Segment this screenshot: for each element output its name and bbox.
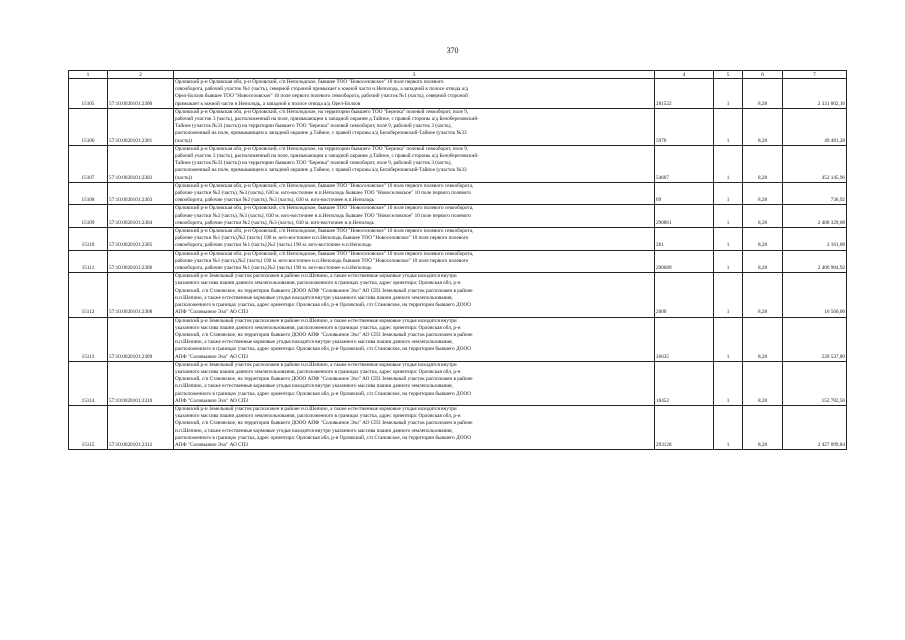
parcel-description — [174, 182, 655, 205]
description-line: указанного массива пашни данного землепользования, расположенного в границах участка, адрес ориентира: Орловская обл, р-н — [175, 280, 461, 287]
parcel-area: 2000 — [655, 273, 714, 317]
parcel-rate: 8,28 — [743, 250, 783, 273]
cadastral-number: 57:10:0020101:2305 — [108, 228, 174, 251]
parcel-area: 290861 — [655, 205, 714, 228]
description-line: Орловский, с/п Становское, на территории бывшего ДООО АПФ "Соловьиное Эхо" АО СПЗ Земельный участок расположен в районе — [175, 420, 473, 427]
parcel-rate: 8,28 — [743, 182, 783, 205]
description-line: Орловский р-н Орловская обл, р-н Орловский, с/п Неполодское, бывшее ТОО "Новоселовское" 10 поле первого полевого севооборота, — [175, 182, 474, 189]
cadastral-number: 57:10:0020101:2306 — [108, 250, 174, 273]
description-line: примыкает к южной части н.Неполодь, а западной к полосе отвода а/д Орел-Болхов — [175, 100, 361, 107]
table-row — [69, 317, 847, 361]
parcel-area: 261 — [655, 228, 714, 251]
description-line: Тайное (участок №33 (часть)) на территории бывшего ТОО "Березка" полевой севооборот, поле 9, рабочий участок 3 (часть), — [175, 160, 452, 167]
row-number: 15105 — [69, 79, 108, 109]
parcel-rate: 8,28 — [743, 145, 783, 182]
parcel-value: 2 331 002,16 — [783, 79, 847, 109]
description-line: рабочий участок 3 (часть), расположенный на поле, примыкающем к западной окраине д.Тайное, с правой стороны а/д Белоберезовский- — [175, 116, 479, 123]
parcel-description — [174, 79, 655, 109]
description-line: Тайное (участок №33 (часть)) на территории бывшего ТОО "Березка" полевой севооборот, поле 9, рабочий участок 3 (часть), — [175, 123, 452, 130]
column-header: 3 — [174, 71, 655, 79]
description-line: расположенного в границах участка, адрес ориентира: Орловская обл, р-н Орловский, с/п Становское, на территории бывшего ДООО — [175, 434, 471, 441]
parcel-count: 1 — [714, 228, 743, 251]
parcel-count: 1 — [714, 250, 743, 273]
parcel-value: 2 406 904,92 — [783, 250, 847, 273]
description-line: Орловский, с/п Становское, на территории бывшего ДООО АПФ "Соловьиное Эхо" АО СПЗ Земельный участок расположен в районе — [175, 331, 473, 338]
column-header: 2 — [108, 71, 174, 79]
parcel-area: 18452 — [655, 361, 714, 405]
parcel-area: 293128 — [655, 405, 714, 449]
description-line: севооборота, рабочие участки №2 (часть), №3 (часть), 630 м. юго-восточнее н.п.Неполодь — [175, 197, 375, 204]
description-line: севооборота, рабочий участок №1 (часть), северной стороной примыкает к южной части н.Неполодь, а западной к полосе отвода а/д — [175, 86, 469, 93]
parcel-rate: 8,28 — [743, 205, 783, 228]
parcel-count: 1 — [714, 405, 743, 449]
column-header: 7 — [783, 71, 847, 79]
description-line: (часть)) — [175, 137, 193, 144]
table-row — [69, 273, 847, 317]
cadastral-number: 57:10:0020101:2300 — [108, 79, 174, 109]
description-line: севооборота, рабочие участки №2 (часть), №3 (часть), 630 м. юго-восточнее н.п.Неполодь — [175, 219, 375, 226]
column-header: 6 — [743, 71, 783, 79]
table-row — [69, 405, 847, 449]
parcel-description — [174, 108, 655, 145]
parcel-value: 452 145,96 — [783, 145, 847, 182]
row-number: 15112 — [69, 273, 108, 317]
row-number: 15111 — [69, 250, 108, 273]
table-row — [69, 79, 847, 109]
description-line: расположенный на поле, примыкающем к западной окраине д.Тайное, с правой стороны а/д Белоберезовский-Тайное (участок №33 — [175, 130, 467, 137]
parcel-description — [174, 145, 655, 182]
cadastral-number: 57:10:0020101:2312 — [108, 405, 174, 449]
parcel-description — [174, 205, 655, 228]
table-row — [69, 205, 847, 228]
description-line: АПФ "Соловьиное Эхо" АО СПЗ — [175, 309, 248, 316]
parcel-count: 1 — [714, 108, 743, 145]
cadastral-number: 57:10:0020101:2308 — [108, 273, 174, 317]
parcel-area: 54607 — [655, 145, 714, 182]
description-line: Орловский р-н Орловская обл, р-н Орловский, с/п Неполодское, бывшее ТОО "Новоселовское" 10 поле первого полевого севооборота, — [175, 228, 474, 235]
description-line: расположенного в границах участка, адрес ориентира: Орловская обл, р-н Орловский, с/п Становское, на территории бывшего ДООО — [175, 346, 471, 353]
description-line: Орловский, с/п Становское, на территории бывшего ДООО АПФ "Соловьиное Эхо" АО СПЗ Земельный участок расположен в районе — [175, 287, 473, 294]
table-row — [69, 108, 847, 145]
description-line: (часть)) — [175, 174, 193, 181]
description-line: Орловский р-н Орловская обл, р-н Орловский, с/п Неполодское, бывшее ТОО "Новоселовское" 10 поле первого полевого севооборота, — [175, 250, 474, 257]
cadastral-number: 57:10:0020101:2310 — [108, 361, 174, 405]
row-number: 15114 — [69, 361, 108, 405]
description-line: н.п.Шепино, а также естественные кормовые угодья находятся внутри указанного массива пашни данного землепользования, — [175, 427, 453, 434]
parcel-count: 1 — [714, 273, 743, 317]
row-number: 15106 — [69, 108, 108, 145]
table-row — [69, 361, 847, 405]
cadastral-number: 57:10:0020101:2302 — [108, 145, 174, 182]
parcel-value: 2 161,08 — [783, 228, 847, 251]
parcel-area: 5976 — [655, 108, 714, 145]
parcel-area: 89 — [655, 182, 714, 205]
parcel-description — [174, 405, 655, 449]
parcel-value: 2 427 099,84 — [783, 405, 847, 449]
description-line: Орловский р-н Орловская обл, р-н Орловский, с/п Неполодское, на территории бывшего ТОО "Березка" полевой севооборот, поле 9, — [175, 145, 469, 152]
cadastral-number: 57:10:0020101:2301 — [108, 108, 174, 145]
description-line: Орловский р-н Орловская обл, р-н Орловский, с/п Неполодское, бывшее ТОО "Новоселовское" 10 поле первого полевого севооборота, — [175, 205, 474, 212]
cadastral-number: 57:10:0020101:2309 — [108, 317, 174, 361]
description-line: н.п.Шепино, а также естественные кормовые угодья находятся внутри указанного массива пашни данного землепользования, — [175, 294, 453, 301]
cadastral-number: 57:10:0020101:2304 — [108, 205, 174, 228]
description-line: Орловский р-н Земельный участок расположен в районе н.п.Шепино, а также естественные кормовые угодья находятся внутри — [175, 405, 457, 412]
parcel-description — [174, 361, 655, 405]
parcel-count: 1 — [714, 79, 743, 109]
description-line: н.п.Шепино, а также естественные кормовые угодья находятся внутри указанного массива пашни данного землепользования, — [175, 383, 453, 390]
parcel-count: 1 — [714, 145, 743, 182]
parcel-count: 1 — [714, 361, 743, 405]
table-row — [69, 228, 847, 251]
description-line: рабочие участки №2 (часть), №3 (часть), 630 м. юго-восточнее н.п.Неполодь бывшее ТОО "Новоселовское" 10 поле первого полевого — [175, 212, 471, 219]
description-line: указанного массива пашни данного землепользования, расположенного в границах участка, адрес ориентира: Орловская обл, р-н — [175, 368, 461, 375]
table-header-row — [69, 71, 847, 79]
parcel-rate: 8,28 — [743, 405, 783, 449]
row-number: 15109 — [69, 205, 108, 228]
description-line: расположенного в границах участка, адрес ориентира: Орловская обл, р-н Орловский, с/п Становское, на территории бывшего ДООО — [175, 390, 471, 397]
description-line: Орловский р-н Земельный участок расположен в районе н.п.Шепино, а также естественные кормовые угодья находятся внутри — [175, 273, 457, 280]
parcel-area: 26635 — [655, 317, 714, 361]
parcel-area: 281522 — [655, 79, 714, 109]
parcel-rate: 8,28 — [743, 79, 783, 109]
page-number: 370 — [446, 46, 459, 55]
parcel-description — [174, 228, 655, 251]
table-row — [69, 145, 847, 182]
table-row — [69, 250, 847, 273]
parcel-value: 16 560,00 — [783, 273, 847, 317]
table-row — [69, 182, 847, 205]
description-line: АПФ "Соловьиное Эхо" АО СПЗ — [175, 397, 248, 404]
parcel-rate: 8,28 — [743, 317, 783, 361]
parcel-value: 49 481,28 — [783, 108, 847, 145]
parcel-rate: 8,28 — [743, 108, 783, 145]
description-line: рабочие участки №1 (часть),№2 (часть) 190 м. юго-восточнее н.п.Неполодь бывшее ТОО "Новоселовское" 10 поле первого полевого — [175, 257, 469, 264]
description-line: рабочие участки №2 (часть), №3 (часть), 630 м. юго-восточнее н.п.Неполодь бывшее ТОО "Новоселовское" 10 поле первого полевого — [175, 190, 471, 197]
column-header: 5 — [714, 71, 743, 79]
parcel-count: 1 — [714, 182, 743, 205]
row-number: 15107 — [69, 145, 108, 182]
row-number: 15115 — [69, 405, 108, 449]
cadastral-number: 57:10:0020101:2303 — [108, 182, 174, 205]
description-line: н.п.Шепино, а также естественные кормовые угодья находятся внутри указанного массива пашни данного землепользования, — [175, 339, 453, 346]
description-line: Орловский р-н Земельный участок расположен в районе н.п.Шепино, а также естественные кормовые угодья находятся внутри — [175, 317, 457, 324]
row-number: 15113 — [69, 317, 108, 361]
parcel-value: 2 408 329,08 — [783, 205, 847, 228]
parcel-value: 152 782,56 — [783, 361, 847, 405]
description-line: севооборота, рабочие участки №1 (часть),№2 (часть) 190 м. юго-восточнее н.п.Неполодь — [175, 265, 372, 272]
description-line: указанного массива пашни данного землепользования, расположенного в границах участка, адрес ориентира: Орловская обл, р-н — [175, 324, 461, 331]
parcel-count: 1 — [714, 317, 743, 361]
description-line: Орловский р-н Земельный участок расположен в районе н.п.Шепино, а также естественные кормовые угодья находятся внутри — [175, 361, 457, 368]
description-line: рабочий участок 3 (часть), расположенный на поле, примыкающем к западной окраине д.Тайное, с правой стороны а/д Белоберезовский- — [175, 153, 479, 160]
parcel-description — [174, 250, 655, 273]
row-number: 15108 — [69, 182, 108, 205]
description-line: Орловский р-н Орловская обл, р-н Орловский, с/п Неполодское, бывшее ТОО "Новоселовское" 10 поле первого полевого — [175, 79, 444, 85]
column-header: 1 — [69, 71, 108, 79]
description-line: расположенный на поле, примыкающем к западной окраине д.Тайное, с правой стороны а/д Белоберезовский-Тайное (участок №33 — [175, 167, 467, 174]
parcel-area: 290689 — [655, 250, 714, 273]
description-line: Орловский р-н Орловская обл, р-н Орловский, с/п Неполодское, на территории бывшего ТОО "Березка" полевой севооборот, поле 9, — [175, 108, 469, 115]
parcel-rate: 8,28 — [743, 228, 783, 251]
parcel-value: 220 537,80 — [783, 317, 847, 361]
description-line: указанного массива пашни данного землепользования, расположенного в границах участка, адрес ориентира: Орловская обл, р-н — [175, 413, 461, 420]
parcel-description — [174, 273, 655, 317]
parcel-value: 736,92 — [783, 182, 847, 205]
description-line: Орловский, с/п Становское, на территории бывшего ДООО АПФ "Соловьиное Эхо" АО СПЗ Земельный участок расположен в районе — [175, 376, 473, 383]
parcel-rate: 8,28 — [743, 273, 783, 317]
parcel-description — [174, 317, 655, 361]
description-line: рабочие участки №1 (часть),№2 (часть) 190 м. юго-восточнее н.п.Неполодь бывшее ТОО "Новоселовское" 10 поле первого полевого — [175, 235, 469, 242]
column-header: 4 — [655, 71, 714, 79]
land-register-table — [68, 70, 847, 450]
parcel-rate: 8,28 — [743, 361, 783, 405]
description-line: севооборота, рабочие участки №1 (часть),№2 (часть) 190 м. юго-восточнее н.п.Неполодь — [175, 242, 372, 249]
description-line: расположенного в границах участка, адрес ориентира: Орловская обл, р-н Орловский, с/п Становское, на территории бывшего ДООО — [175, 302, 471, 309]
row-number: 15110 — [69, 228, 108, 251]
description-line: Орел-Болхов бывшее ТОО "Новоселовское" 10 поле первого полевого севооборота, рабочий участок №1 (часть), северной стороной — [175, 93, 468, 100]
description-line: АПФ "Соловьиное Эхо" АО СПЗ — [175, 441, 248, 448]
parcel-count: 1 — [714, 205, 743, 228]
description-line: АПФ "Соловьиное Эхо" АО СПЗ — [175, 353, 248, 360]
